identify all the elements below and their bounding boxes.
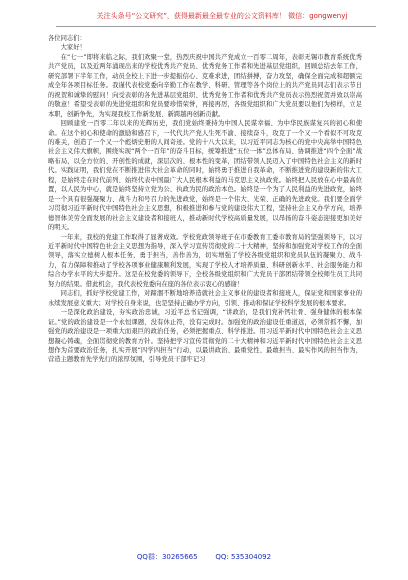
paragraph-5: 一是深化政治建设，夯实政治忠诚，习近平总书记强调，“讲政治，是我们党补钙壮骨、强身健体的根本保证。”党的政治建设是一个永恒课题，没有休止符，没有完成时。加强党的政治建设任重道远，必须常抓不懈，加强党的政治建设是一项重大而艰巨的政治任务，必须把握重点、科学推进。用习近平新时代中国特色社会主义思想凝心铸魂，全面贯彻党的教育方针。坚持把学习宣传贯彻党的二十大精神和习近平新时代中国特色社会主义思想作为首要政治任务，扎实开展“四学四担当”行动，以最讲政治、最重党性、最敢担当、最实作风的担当作为，营造主题教育先学先行的浓厚氛围，引导党员干部牢记习 <box>48 309 362 364</box>
banner-promo-text: 关注头条号“公文研究”，获得最新最全最专业的公文资料库！ 微信：gongwenyj <box>96 12 348 20</box>
footer-line <box>0 552 408 562</box>
document-body <box>48 34 362 534</box>
paragraph-3: 一年来，我校的党建工作取得了显著成效。学校党政领导班子在市委教育工委市教育局的坚强领导下，以习近平新时代中国特色社会主义思想为指导，深入学习宣传贯彻党的二十大精神，坚持和加强党对学校工作的全面领导，落实立德树人根本任务，勇于担当，善作善为，切实增强了学校各级党组织和党员队伍的凝聚力、战斗力，有力保障和推动了学校各项事业健康顺利发展，实现了学校人才培养质量、科研创新水平、社会服务能力和综合办学水平的大步提升。这是在校党委的领导下，全校各级党组织和广大党员干部团结带领全校师生员工共同努力的结果。借此机会，我代表校党委向在座的各位表示衷心的感谢！ <box>48 233 362 288</box>
salutation: 大家好！ <box>60 44 86 52</box>
footer-contact <box>0 552 408 566</box>
banner-divider <box>56 26 376 27</box>
qq-text: QQ: 535304092 <box>215 553 272 561</box>
header-banner <box>0 8 408 30</box>
paragraph-1: 在“七一”即将来临之际，我们欢聚一堂，热烈庆祝中国共产党成立一百零二周年，表彰无锡市教育系统优秀共产党员，以及近两年涌现出来的学校优秀共产党员、优秀党务工作者和先进基层党组织，回顾总结去年工作，研究部署下半年工作，动员全校上下进一步提振信心、克难求进，团结拼搏，奋力攻坚，确保全面完成和超额完成全年各项目标任务。我谨代表校党委向辛勤工作在教学、科研、管理等各个岗位上的共产党员同志们表示节日的祝贺和诚挚的慰问！向受表彰的各先进基层党组织、优秀党务工作者和优秀共产党员表示热烈祝贺并致以崇高的敬意！希望受表彰的先进党组织和党员要珍惜荣誉，再接再厉，各级党组织和广大党员要以他们为榜样，立足本职，创新争先，为实现我校工作新发展、新跨越再创新贡献。 <box>48 53 362 118</box>
paragraph-2: 回顾建党一百零二年以来的光辉历史，我们党始终秉持为中国人民谋幸福、为中华民族谋复兴的初心和使命。在这个初心和使命的激励和感召下，一代代共产党人生死不渝、接续奋斗，攻克了一个又一个看似不可攻克的难关，创造了一个又一个彪炳史册的人间奇迹。党的十八大以来，以习近平同志为核心的党中央高举中国特色社会主义伟大旗帜，围绕实现“两个一百年”的奋斗目标，统筹推进“五位一体”总体布局、协调推进“四个全面”战略布局，以全方位的、开创性的成就，深层次的、根本性的变革，团结带领人民迈入了中国特色社会主义的新时代。实践证明，我们党在不断推进伟大社会革命的同时，始终勇于推进自我革命，不断推进党的建设新的伟大工程，是始终走在时代前列、始终代表中国最广大人民根本利益的马克思主义执政党。始终把人民放在心中最高位置，以人民为中心，就是始终坚持立党为公、执政为民的政治本色。始终是一个为了人民利益的先进政党，始终是一个具有很强凝聚力、战斗力和号召力的先进政党，始终是一个伟大、光荣、正确的先进政党。我们要全面学习贯彻习近平新时代中国特色社会主义思想，积极推进和参与党的建设伟大工程，坚持社会主义办学方向，培养德智体美劳全面发展的社会主义建设者和接班人，推动新时代学校高质量发展，以昂扬的奋斗姿态迎接更加美好的明天。 <box>48 120 362 232</box>
qq-group-text: QQ群：30265665 <box>136 553 198 561</box>
greeting: 各位同志们： <box>48 35 86 42</box>
paragraph-4: 同志们，抓好学校党建工作，对蹄涸不断地培养造就社会主义事业的建设者和接班人，保证党和国家事业的永续发展意义重大；对学校自身来说，也是坚持正确办学方向，引领、推动和保证学校科学发展的根本要求。 <box>48 290 362 307</box>
